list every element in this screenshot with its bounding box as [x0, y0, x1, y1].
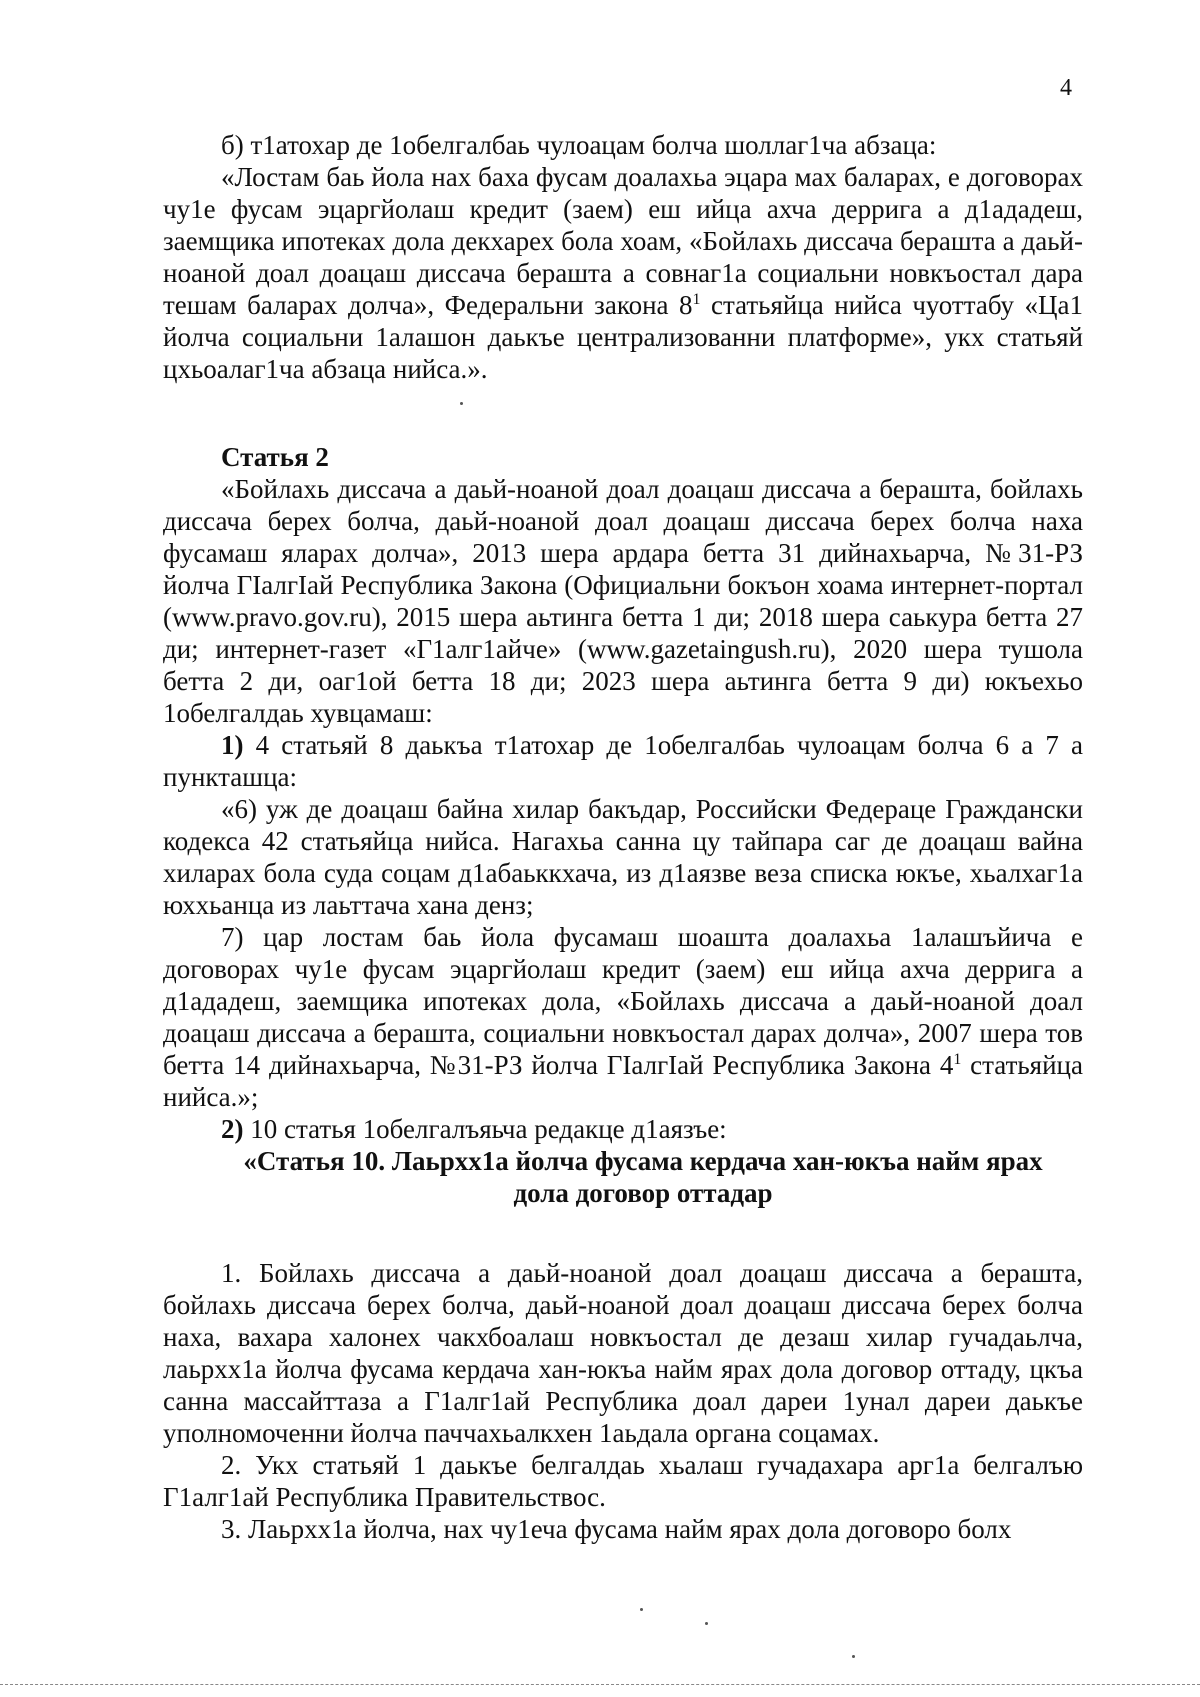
paragraph-quote-1-text: «Лостам баь йола нах баха фусам доалахьа эцара мах баларах, е договорах чу1е фусам эцаргйолаш кредит (заем) еш ийца ахча деррига а д1ададеш, заемщика ипотеках дола декхарех бола хоам, «Бойлахь диссача берашта а даьй-ноаной доал доацаш диссача берашта а совнаг1а социальни новкъостал дара тешам баларах долча», Федеральни закона 8 [163, 162, 1083, 320]
paragraph-article-10-part-2: 2. Укх статьяй 1 даькъе белгалдаь хьалаш гучадахара арг1а белгалъю Г1алг1ай Республика Правительствос. [163, 1450, 1083, 1512]
superscript: 1 [953, 1051, 962, 1068]
item-1-number: 1) [221, 730, 244, 760]
scan-edge-line [0, 1684, 1200, 1685]
article-2-heading: Статья 2 [221, 442, 329, 472]
item-1-text: 4 статьяй 8 даькъа т1атохар де 1обелгалбаь чулоацам болча 6 а 7 а пункташца: [163, 730, 1083, 792]
paragraph-item-2 [163, 1113, 1083, 1145]
scan-speck [640, 1608, 643, 1611]
document-body [163, 129, 1083, 1545]
item-2-number: 2) [221, 1114, 244, 1144]
superscript: 1 [692, 291, 701, 308]
page-number: 4 [1060, 75, 1072, 101]
scan-speck [460, 402, 463, 405]
paragraph-article-2: «Бойлахь диссача а даьй-ноаной доал доацаш диссача а берашта, бойлахь диссача берех болча, даьй-ноаной доал доацаш диссача берех болча наха фусамаш яларах долча», 2013 шера ардара бетта 31 дийнахьарча, №31-РЗ йолча ГIалгIай Республика Закона (Официальни бокъон хоама интернет-портал (www.pravo.gov.ru), 2015 шера аьтинга бетта 1 ди; 2018 шера саькура бетта 27 ди; интернет-газет «Г1алг1айче» (www.gazetaingush.ru), 2020 шера тушола бетта 2 ди, оаг1ой бетта 18 ди; 2023 шера аьтинга бетта 9 ди) юкъехьо 1обелгалдаь хувцамаш: [163, 474, 1083, 728]
item-2-text: 10 статья 1обелгалъяьча редакце д1аязъе: [243, 1114, 727, 1144]
paragraph-article-10-part-1: 1. Бойлахь диссача а даьй-ноаной доал доацаш диссача а берашта, бойлахь диссача берех болча, даьй-ноаной доал доацаш диссача берех болча наха, вахара халонех чакхбоалаш новкъостал де дезаш хилар гучадаьлча, лаьрхх1а йолча фусама кердача хан-юкъа найм ярах дола договор оттаду, цкъа санна массайттаза а Г1алг1ай Республика доал дареи 1унал дареи даькъе уполномоченни йолча паччахьалкхен 1аьдала органа соцамах. [163, 1258, 1083, 1448]
paragraph-item-1 [163, 729, 1083, 793]
scan-speck [852, 1655, 855, 1658]
article-10-title [163, 1145, 1083, 1209]
scan-speck [705, 1622, 708, 1625]
article-10-title-line-2: дола договор оттадар [513, 1178, 773, 1208]
paragraph-article-10-part-3: 3. Лаьрхх1а йолча, нах чу1еча фусама найм ярах дола договоро болх [221, 1514, 1012, 1544]
paragraph-point-7 [163, 921, 1083, 1113]
point-7-text: 7) цар лостам баь йола фусамаш шоашта доалахьа 1алашъйича е договорах чу1е фусам эцаргйолаш кредит (заем) еш ийца ахча деррига а д1ададеш, заемщика ипотеках дола, «Бойлахь диссача а даьй-ноаной доал доацаш диссача а берашта, социальни новкъостал дарах долча», 2007 шера тов бетта 14 дийнахьарча, №31-РЗ йолча ГIалгIай Республика Закона 4 [163, 922, 1083, 1080]
paragraph-point-6: «6) уж де доацаш байна хилар бакъдар, Российски Федераце Граждански кодекса 42 статьяйца нийса. Нагахьа санна цу тайпара саг де доацаш вайна хиларах бола суда соцам д1абаьккхача, из д1аязве веза списка юкъе, хьалхаг1а юххьанца из лаьттача хана денз; [163, 794, 1083, 920]
paragraph-quote-1 [163, 161, 1083, 385]
paragraph-intro: б) т1атохар де 1обелгалбаь чулоацам болча шоллаг1ча абзаца: [221, 130, 937, 160]
paragraph-quote-1-text-cont: статьяйца нийса чуоттабу «Ца1 йолча социальни 1алашон даькъе централизованни платформе», укх статьяй цхьоалаг1ча абзаца нийса.». [163, 290, 1083, 384]
article-10-title-line-1: «Статья 10. Лаьрхх1а йолча фусама кердача хан-юкъа найм ярах [243, 1146, 1043, 1176]
point-7-text-cont: статьяйца нийса.»; [163, 1050, 1083, 1112]
